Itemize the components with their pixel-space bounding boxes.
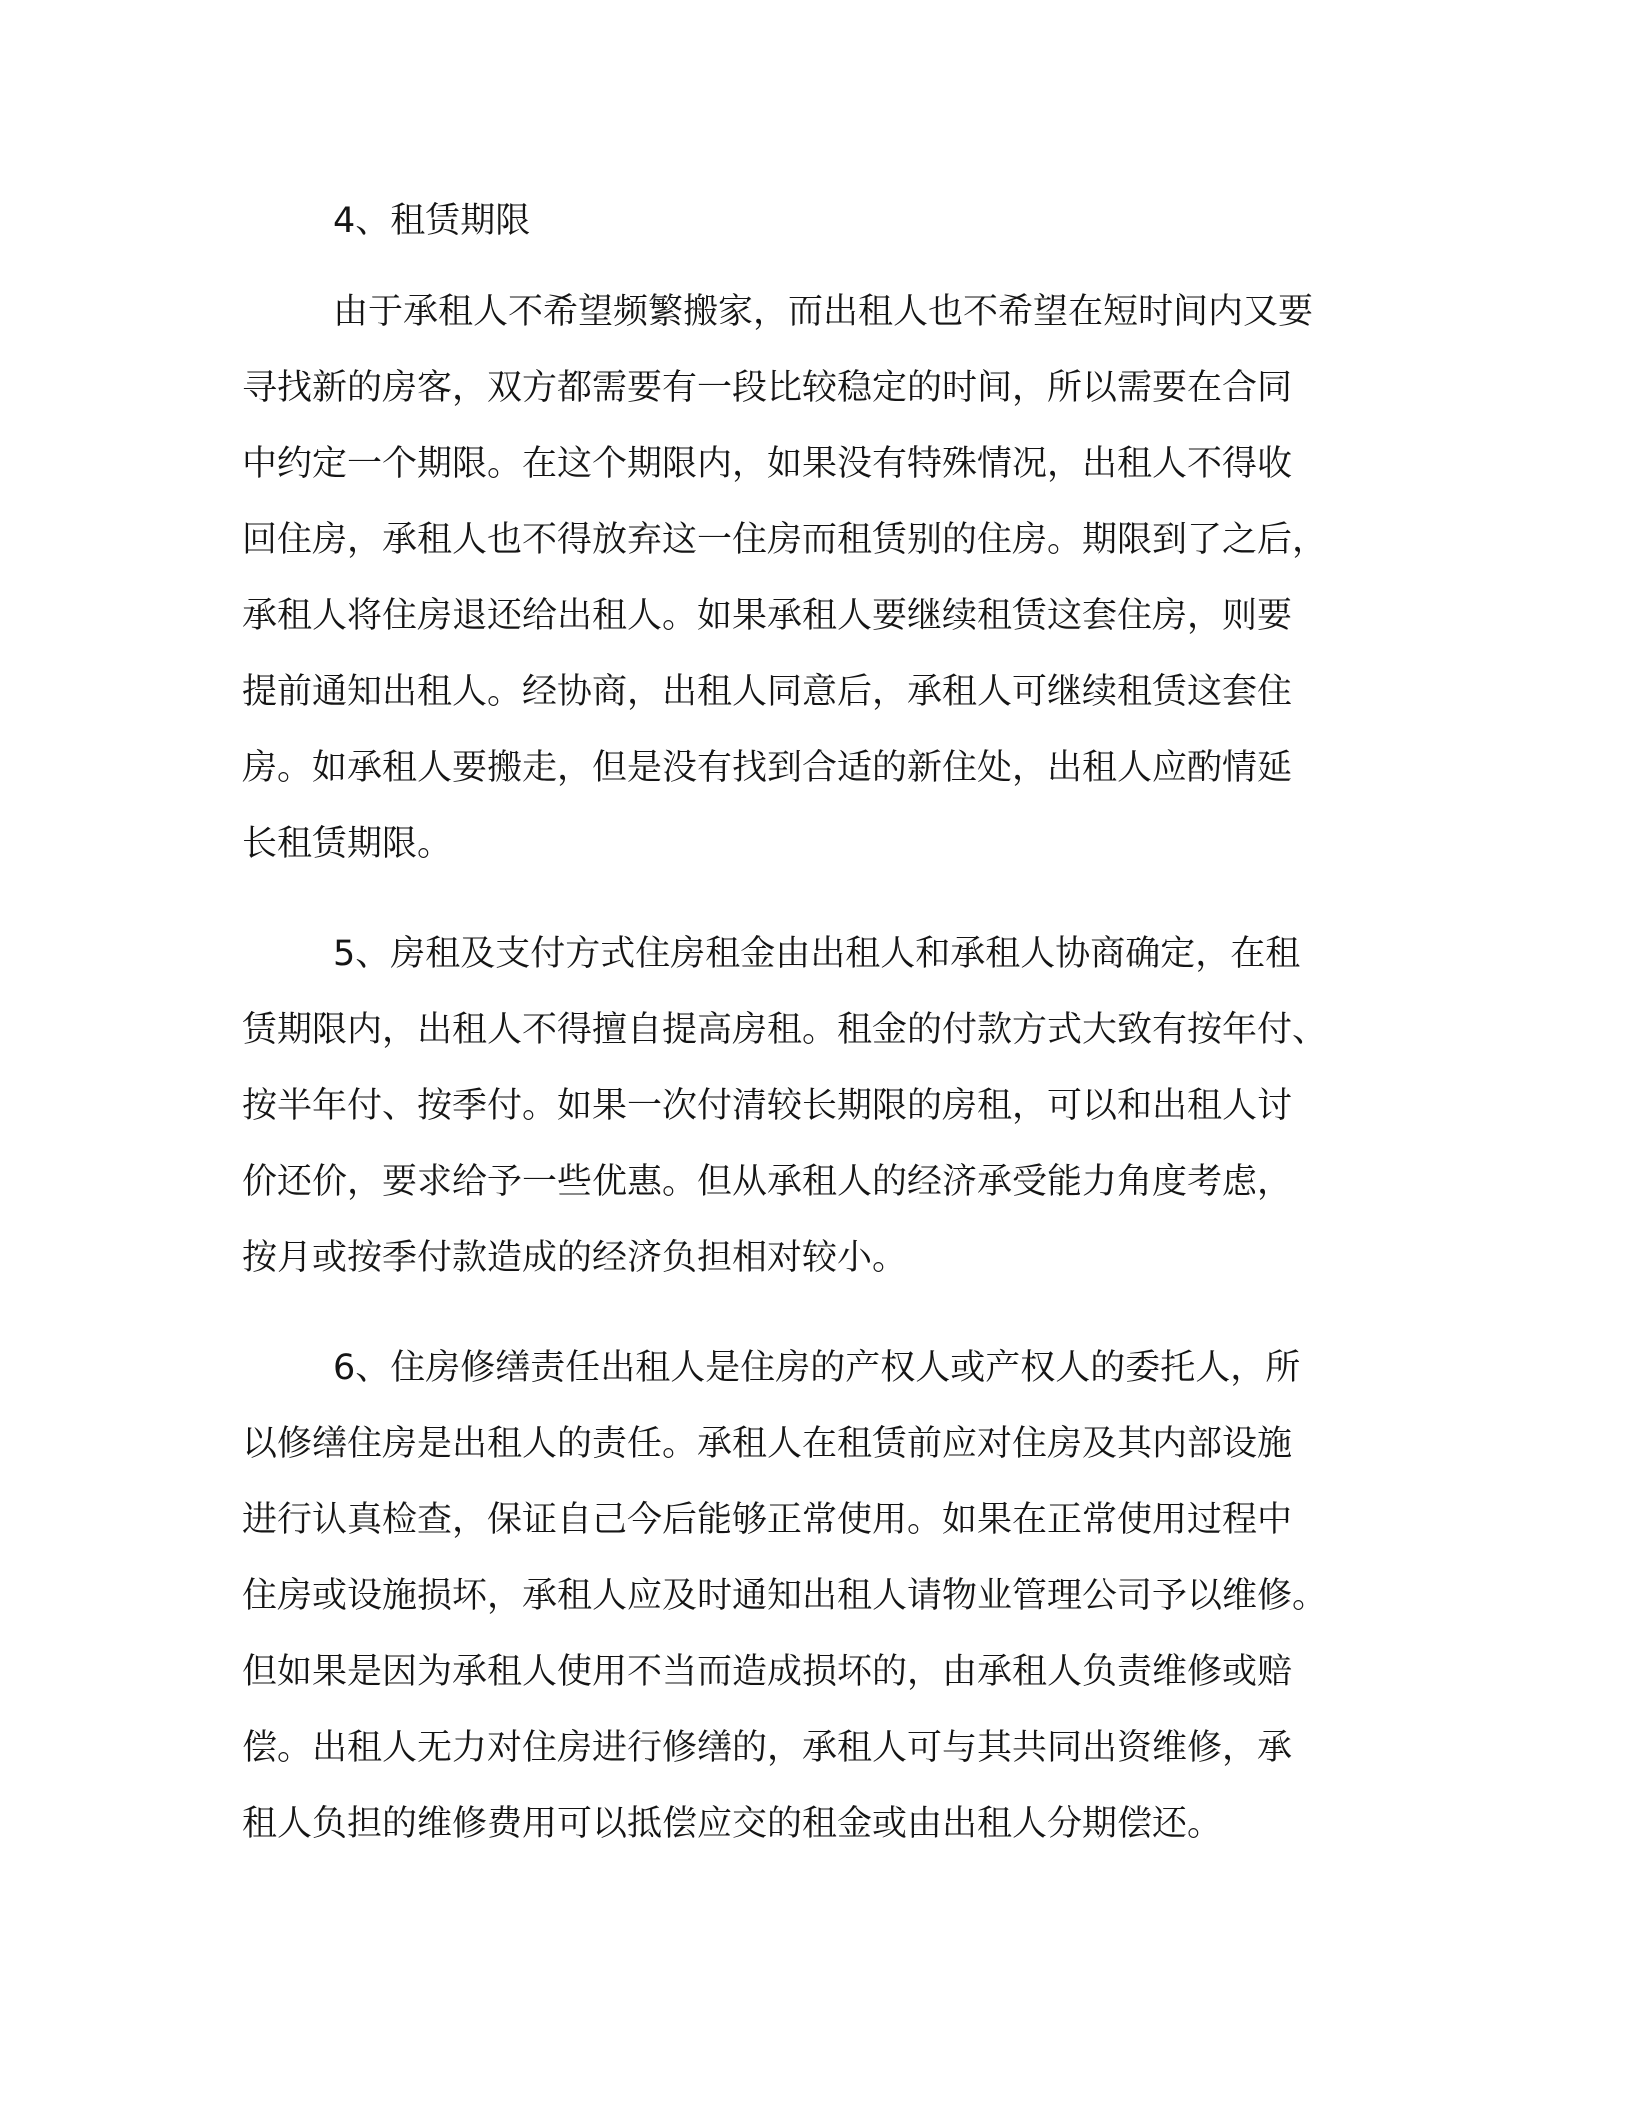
paragraph-line: 按半年付、按季付。如果一次付清较长期限的房租，可以和出租人讨	[242, 1086, 1293, 1126]
paragraph-line: 偿。出租人无力对住房进行修缮的，承租人可与其共同出资维修，承	[242, 1728, 1293, 1768]
paragraph-line: 价还价，要求给予一些优惠。但从承租人的经济承受能力角度考虑，	[242, 1162, 1293, 1202]
paragraph-line: 6、住房修缮责任出租人是住房的产权人或产权人的委托人，所	[333, 1348, 1301, 1388]
paragraph-line: 赁期限内，出租人不得擅自提高房租。租金的付款方式大致有按年付、	[242, 1010, 1328, 1050]
paragraph-line: 5、房租及支付方式住房租金由出租人和承租人协商确定，在租	[333, 934, 1301, 974]
document-body	[242, 183, 1392, 1896]
paragraph-line: 住房或设施损坏，承租人应及时通知出租人请物业管理公司予以维修。	[242, 1576, 1328, 1616]
paragraph-line: 按月或按季付款造成的经济负担相对较小。	[242, 1238, 908, 1278]
paragraph-line: 中约定一个期限。在这个期限内，如果没有特殊情况，出租人不得收	[242, 444, 1293, 484]
paragraph-line: 长租赁期限。	[242, 824, 453, 864]
paragraph-line: 寻找新的房客，双方都需要有一段比较稳定的时间，所以需要在合同	[242, 368, 1293, 408]
paragraph-line: 承租人将住房退还给出租人。如果承租人要继续租赁这套住房，则要	[242, 596, 1293, 636]
paragraph-line: 进行认真检查，保证自己今后能够正常使用。如果在正常使用过程中	[242, 1500, 1293, 1540]
paragraph-line: 但如果是因为承租人使用不当而造成损坏的，由承租人负责维修或赔	[242, 1652, 1293, 1692]
section-4-heading: 4、租赁期限	[333, 201, 531, 241]
paragraph-line: 以修缮住房是出租人的责任。承租人在租赁前应对住房及其内部设施	[242, 1424, 1293, 1464]
section-4-paragraph	[242, 274, 1392, 882]
paragraph-line: 由于承租人不希望频繁搬家，而出租人也不希望在短时间内又要	[333, 292, 1314, 332]
paragraph-line: 租人负担的维修费用可以抵偿应交的租金或由出租人分期偿还。	[242, 1804, 1223, 1844]
section-5-paragraph	[242, 916, 1392, 1296]
paragraph-line: 提前通知出租人。经协商，出租人同意后，承租人可继续租赁这套住	[242, 672, 1293, 712]
paragraph-line: 回住房，承租人也不得放弃这一住房而租赁别的住房。期限到了之后，	[242, 520, 1328, 560]
paragraph-line: 房。如承租人要搬走，但是没有找到合适的新住处，出租人应酌情延	[242, 748, 1293, 788]
section-6-paragraph	[242, 1330, 1392, 1862]
